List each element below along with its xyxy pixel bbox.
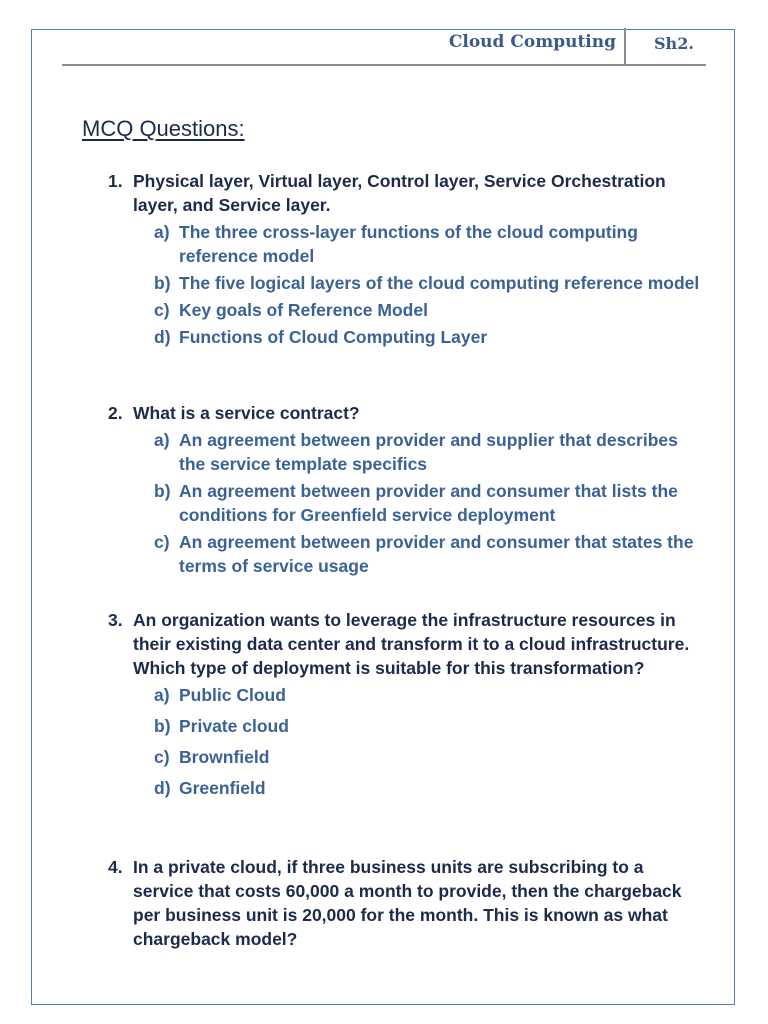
option-text: Brownfield — [179, 747, 270, 767]
question-text: An organization wants to leverage the infrastructure resources in their existing data center and transform it to a cloud infrastructure. Which type of deployment is suitable for this transformation? — [133, 610, 690, 678]
option-b[interactable] — [154, 479, 708, 527]
header-title: Cloud Computing — [448, 32, 616, 52]
option-c[interactable] — [154, 298, 708, 322]
option-text: Key goals of Reference Model — [179, 300, 428, 320]
option-letter: c) — [154, 300, 170, 320]
option-letter: b) — [154, 273, 171, 293]
option-d[interactable] — [154, 325, 708, 349]
question-number: 1. — [108, 171, 123, 191]
question-4 — [108, 855, 708, 951]
option-text: The five logical layers of the cloud computing reference model — [179, 273, 700, 293]
section-title: MCQ Questions: — [82, 116, 245, 141]
option-text: Functions of Cloud Computing Layer — [179, 327, 488, 347]
option-text: An agreement between provider and consumer that lists the conditions for Greenfield service deployment — [179, 481, 678, 525]
option-letter: c) — [154, 747, 170, 767]
option-letter: d) — [154, 327, 171, 347]
option-text: Greenfield — [179, 778, 266, 798]
option-text: Public Cloud — [179, 685, 286, 705]
question-stem — [108, 855, 708, 951]
option-letter: b) — [154, 716, 171, 736]
option-text: An agreement between provider and consumer that states the terms of service usage — [179, 532, 694, 576]
question-stem — [108, 401, 708, 425]
option-c[interactable] — [154, 530, 708, 578]
option-letter: a) — [154, 430, 170, 450]
question-2 — [108, 401, 708, 578]
question-number: 2. — [108, 403, 123, 423]
question-number: 3. — [108, 610, 123, 630]
option-text: An agreement between provider and supplier that describes the service template specifics — [179, 430, 678, 474]
question-text: In a private cloud, if three business units are subscribing to a service that costs 60,000 a month to provide, then the chargeback per business unit is 20,000 for the month. This is known as what chargeback model? — [133, 857, 682, 949]
option-text: The three cross-layer functions of the cloud computing reference model — [179, 222, 638, 266]
option-b[interactable] — [154, 271, 708, 295]
question-stem — [108, 169, 708, 217]
option-c[interactable] — [154, 745, 708, 769]
option-a[interactable] — [154, 683, 708, 707]
question-1 — [108, 169, 708, 349]
option-a[interactable] — [154, 428, 708, 476]
option-letter: a) — [154, 222, 170, 242]
option-letter: d) — [154, 778, 171, 798]
option-letter: c) — [154, 532, 170, 552]
option-letter: b) — [154, 481, 171, 501]
option-letter: a) — [154, 685, 170, 705]
option-d[interactable] — [154, 776, 708, 800]
question-stem — [108, 608, 708, 680]
question-number: 4. — [108, 857, 123, 877]
option-text: Private cloud — [179, 716, 289, 736]
question-3 — [108, 608, 708, 800]
option-b[interactable] — [154, 714, 708, 738]
header-divider — [624, 28, 626, 64]
question-text: Physical layer, Virtual layer, Control layer, Service Orchestration layer, and Service layer. — [133, 171, 666, 215]
question-text: What is a service contract? — [133, 403, 360, 423]
header-code: Sh2. — [654, 34, 694, 53]
option-a[interactable] — [154, 220, 708, 268]
page-header — [62, 28, 706, 66]
